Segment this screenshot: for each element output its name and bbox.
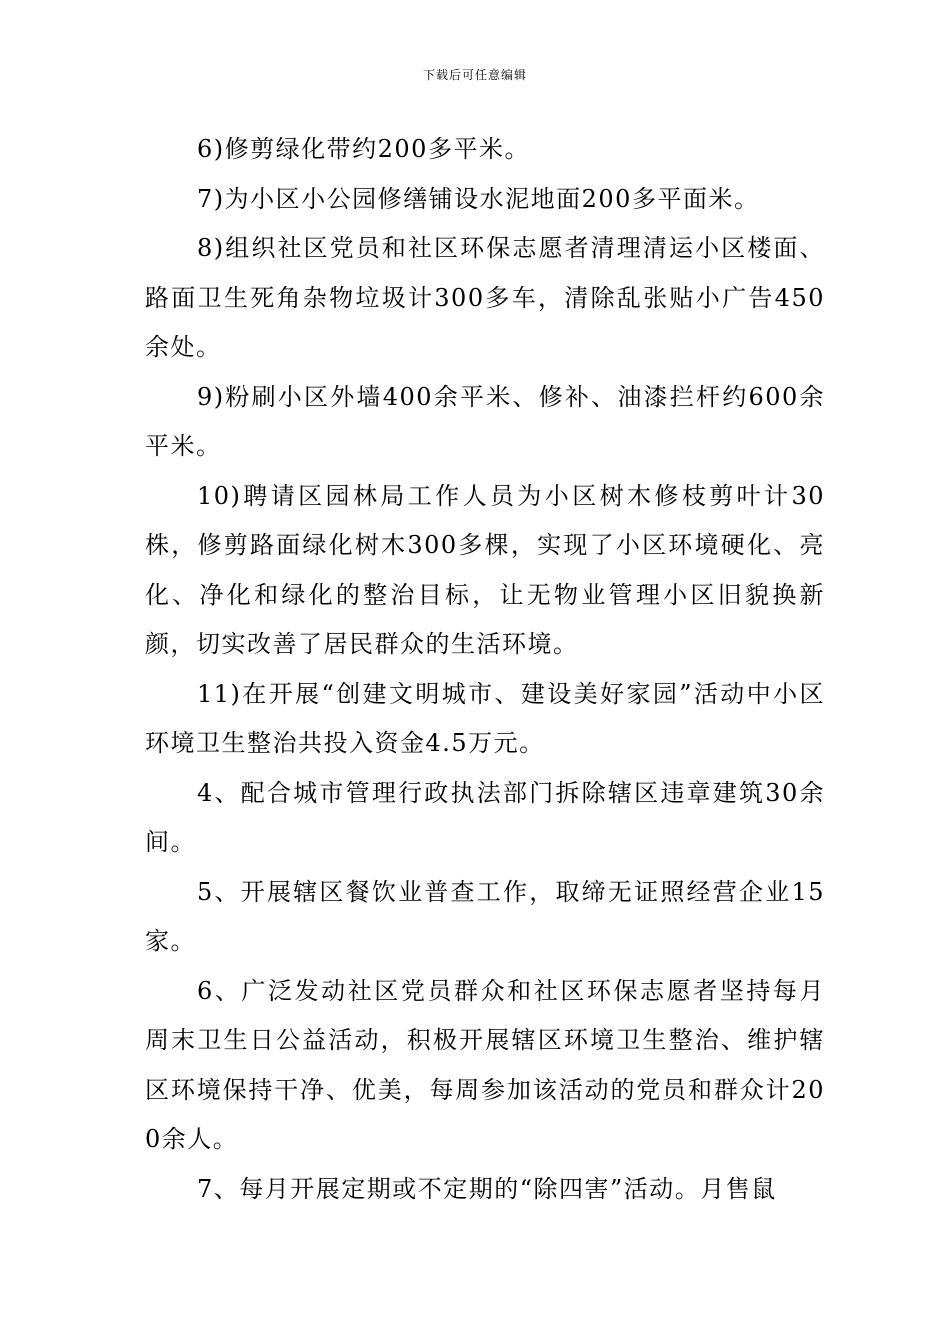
paragraph-section-4-demolition: 4、配合城市管理行政执法部门拆除辖区违章建筑30余间。 <box>145 778 825 856</box>
paragraph-section-7-pest-control: 7、每月开展定期或不定期的“除四害”活动。月售鼠 <box>197 1174 777 1203</box>
paragraph-item-6-greenbelt: 6)修剪绿化带约200多平米。 <box>197 135 530 163</box>
page-header-note: 下载后可任意编辑 <box>422 68 527 82</box>
paragraph-item-10-tree-pruning: 10)聘请区园林局工作人员为小区树木修枝剪叶计30株，修剪路面绿化树木300多棵，实现了小区环境硬化、亮化、净化和绿化的整治目标，让无物业管理小区旧貌换新颜，切实改善了居民群众的生活环境。 <box>145 481 825 658</box>
paragraph-section-5-catering: 5、开展辖区餐饮业普查工作，取缔无证照经营企业15家。 <box>145 877 825 955</box>
document-body <box>145 125 825 1214</box>
paragraph-item-8-cleanup: 8)组织社区党员和社区环保志愿者清理清运小区楼面、路面卫生死角杂物垃圾计300多车，清除乱张贴小广告450余处。 <box>145 234 825 361</box>
paragraph-item-7-park-paving: 7)为小区小公园修缮铺设水泥地面200多平面米。 <box>197 184 760 213</box>
paragraph-item-9-painting: 9)粉刷小区外墙400余平米、修补、油漆拦杆约600余平米。 <box>145 382 825 460</box>
paragraph-item-11-investment: 11)在开展“创建文明城市、建设美好家园”活动中小区环境卫生整治共投入资金4.5万元。 <box>145 679 825 757</box>
paragraph-section-6-volunteers: 6、广泛发动社区党员群众和社区环保志愿者坚持每月周末卫生日公益活动，积极开展辖区环境卫生整治、维护辖区环境保持干净、优美，每周参加该活动的党员和群众计200余人。 <box>145 976 825 1153</box>
